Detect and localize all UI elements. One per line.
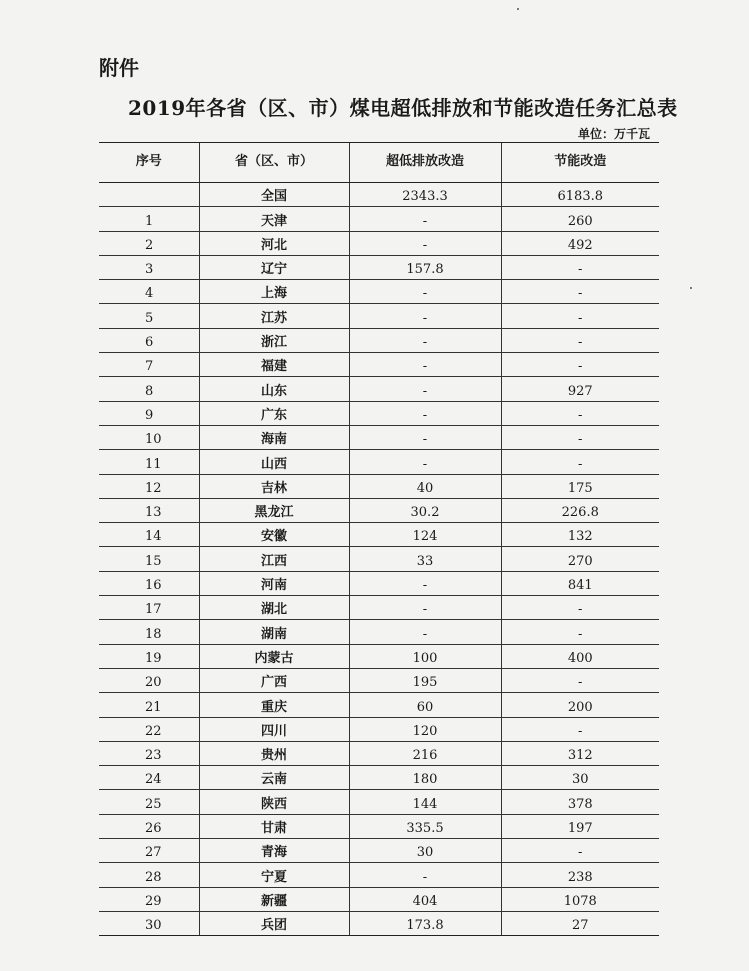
cell-province: 湖北 bbox=[199, 596, 349, 620]
cell-ultra-low: 120 bbox=[349, 717, 501, 741]
cell-energy-saving: 378 bbox=[501, 790, 659, 814]
table-row bbox=[99, 280, 659, 304]
cell-index: 20 bbox=[99, 668, 199, 692]
cell-energy-saving: 175 bbox=[501, 474, 659, 498]
cell-province: 广东 bbox=[199, 401, 349, 425]
cell-energy-saving: 226.8 bbox=[501, 498, 659, 522]
cell-province: 宁夏 bbox=[199, 863, 349, 887]
cell-index: 3 bbox=[99, 255, 199, 279]
cell-energy-saving: - bbox=[501, 255, 659, 279]
table-row bbox=[99, 887, 659, 911]
cell-ultra-low: 404 bbox=[349, 887, 501, 911]
cell-ultra-low: - bbox=[349, 401, 501, 425]
table-row bbox=[99, 523, 659, 547]
table-row bbox=[99, 693, 659, 717]
table-row bbox=[99, 741, 659, 765]
table-row bbox=[99, 547, 659, 571]
table-row bbox=[99, 231, 659, 255]
table-row bbox=[99, 183, 659, 207]
table-header-row bbox=[99, 143, 659, 183]
cell-index: 19 bbox=[99, 644, 199, 668]
cell-ultra-low: 216 bbox=[349, 741, 501, 765]
table-row bbox=[99, 668, 659, 692]
table-row bbox=[99, 863, 659, 887]
table-row bbox=[99, 839, 659, 863]
cell-energy-saving: - bbox=[501, 839, 659, 863]
cell-index: 7 bbox=[99, 353, 199, 377]
cell-ultra-low: - bbox=[349, 863, 501, 887]
table-row bbox=[99, 766, 659, 790]
cell-ultra-low: 180 bbox=[349, 766, 501, 790]
cell-province: 内蒙古 bbox=[199, 644, 349, 668]
table-row bbox=[99, 571, 659, 595]
cell-ultra-low: - bbox=[349, 620, 501, 644]
cell-province: 黑龙江 bbox=[199, 498, 349, 522]
cell-energy-saving: - bbox=[501, 717, 659, 741]
attachment-label: 附件 bbox=[99, 56, 139, 80]
cell-ultra-low: 40 bbox=[349, 474, 501, 498]
table-row bbox=[99, 425, 659, 449]
cell-province: 天津 bbox=[199, 207, 349, 231]
cell-index: 24 bbox=[99, 766, 199, 790]
cell-ultra-low: 2343.3 bbox=[349, 183, 501, 207]
cell-index: 14 bbox=[99, 523, 199, 547]
table-row bbox=[99, 498, 659, 522]
cell-index: 1 bbox=[99, 207, 199, 231]
cell-index: 10 bbox=[99, 425, 199, 449]
cell-province: 福建 bbox=[199, 353, 349, 377]
cell-province: 甘肃 bbox=[199, 814, 349, 838]
cell-index: 21 bbox=[99, 693, 199, 717]
cell-ultra-low: - bbox=[349, 231, 501, 255]
cell-province: 辽宁 bbox=[199, 255, 349, 279]
cell-province: 兵团 bbox=[199, 911, 349, 935]
cell-ultra-low: - bbox=[349, 207, 501, 231]
cell-ultra-low: 100 bbox=[349, 644, 501, 668]
cell-province: 安徽 bbox=[199, 523, 349, 547]
cell-ultra-low: 124 bbox=[349, 523, 501, 547]
cell-province: 江西 bbox=[199, 547, 349, 571]
table-row bbox=[99, 911, 659, 935]
cell-province: 陕西 bbox=[199, 790, 349, 814]
cell-index: 18 bbox=[99, 620, 199, 644]
cell-index: 27 bbox=[99, 839, 199, 863]
document-title: 2019年各省（区、市）煤电超低排放和节能改造任务汇总表 bbox=[128, 96, 678, 120]
cell-energy-saving: 197 bbox=[501, 814, 659, 838]
cell-province: 浙江 bbox=[199, 328, 349, 352]
cell-ultra-low: 30 bbox=[349, 839, 501, 863]
cell-ultra-low: - bbox=[349, 377, 501, 401]
cell-ultra-low: 195 bbox=[349, 668, 501, 692]
cell-ultra-low: - bbox=[349, 304, 501, 328]
cell-ultra-low: - bbox=[349, 328, 501, 352]
cell-index: 13 bbox=[99, 498, 199, 522]
cell-index: 30 bbox=[99, 911, 199, 935]
cell-energy-saving: - bbox=[501, 401, 659, 425]
cell-energy-saving: 132 bbox=[501, 523, 659, 547]
cell-energy-saving: 27 bbox=[501, 911, 659, 935]
cell-index: 12 bbox=[99, 474, 199, 498]
cell-energy-saving: 927 bbox=[501, 377, 659, 401]
cell-energy-saving: - bbox=[501, 353, 659, 377]
cell-energy-saving: 270 bbox=[501, 547, 659, 571]
cell-province: 青海 bbox=[199, 839, 349, 863]
cell-ultra-low: 60 bbox=[349, 693, 501, 717]
table-body bbox=[99, 183, 659, 936]
cell-province: 广西 bbox=[199, 668, 349, 692]
cell-ultra-low: 33 bbox=[349, 547, 501, 571]
table-row bbox=[99, 790, 659, 814]
cell-energy-saving: 1078 bbox=[501, 887, 659, 911]
cell-energy-saving: - bbox=[501, 425, 659, 449]
cell-province: 云南 bbox=[199, 766, 349, 790]
cell-energy-saving: 260 bbox=[501, 207, 659, 231]
cell-index: 2 bbox=[99, 231, 199, 255]
header-energy-saving: 节能改造 bbox=[501, 143, 659, 183]
header-ultra-low: 超低排放改造 bbox=[349, 143, 501, 183]
unit-label: 单位：万千瓦 bbox=[578, 127, 651, 141]
header-index: 序号 bbox=[99, 143, 199, 183]
cell-energy-saving: - bbox=[501, 668, 659, 692]
cell-index: 9 bbox=[99, 401, 199, 425]
table-row bbox=[99, 450, 659, 474]
cell-energy-saving: 400 bbox=[501, 644, 659, 668]
cell-energy-saving: 841 bbox=[501, 571, 659, 595]
table-row bbox=[99, 814, 659, 838]
cell-province: 重庆 bbox=[199, 693, 349, 717]
summary-table bbox=[99, 142, 659, 936]
cell-index bbox=[99, 183, 199, 207]
table-row bbox=[99, 207, 659, 231]
table-row bbox=[99, 255, 659, 279]
cell-province: 山西 bbox=[199, 450, 349, 474]
cell-index: 8 bbox=[99, 377, 199, 401]
cell-energy-saving: 238 bbox=[501, 863, 659, 887]
table-row bbox=[99, 644, 659, 668]
cell-ultra-low: 30.2 bbox=[349, 498, 501, 522]
cell-energy-saving: 6183.8 bbox=[501, 183, 659, 207]
cell-index: 15 bbox=[99, 547, 199, 571]
table-row bbox=[99, 401, 659, 425]
cell-index: 29 bbox=[99, 887, 199, 911]
cell-ultra-low: - bbox=[349, 280, 501, 304]
table-row bbox=[99, 717, 659, 741]
cell-index: 28 bbox=[99, 863, 199, 887]
table-row bbox=[99, 304, 659, 328]
cell-index: 25 bbox=[99, 790, 199, 814]
cell-province: 新疆 bbox=[199, 887, 349, 911]
cell-energy-saving: - bbox=[501, 328, 659, 352]
cell-energy-saving: - bbox=[501, 304, 659, 328]
cell-province: 贵州 bbox=[199, 741, 349, 765]
cell-ultra-low: - bbox=[349, 353, 501, 377]
cell-index: 26 bbox=[99, 814, 199, 838]
cell-index: 11 bbox=[99, 450, 199, 474]
cell-energy-saving: - bbox=[501, 450, 659, 474]
cell-ultra-low: 157.8 bbox=[349, 255, 501, 279]
table-row bbox=[99, 474, 659, 498]
cell-index: 4 bbox=[99, 280, 199, 304]
cell-province: 吉林 bbox=[199, 474, 349, 498]
cell-energy-saving: 200 bbox=[501, 693, 659, 717]
table-row bbox=[99, 328, 659, 352]
cell-energy-saving: - bbox=[501, 596, 659, 620]
cell-energy-saving: - bbox=[501, 620, 659, 644]
cell-ultra-low: 144 bbox=[349, 790, 501, 814]
cell-province: 上海 bbox=[199, 280, 349, 304]
header-province: 省（区、市） bbox=[199, 143, 349, 183]
table-row bbox=[99, 596, 659, 620]
cell-index: 5 bbox=[99, 304, 199, 328]
cell-energy-saving: - bbox=[501, 280, 659, 304]
cell-ultra-low: - bbox=[349, 450, 501, 474]
cell-province: 湖南 bbox=[199, 620, 349, 644]
table-row bbox=[99, 353, 659, 377]
cell-ultra-low: - bbox=[349, 571, 501, 595]
cell-province: 全国 bbox=[199, 183, 349, 207]
cell-province: 河北 bbox=[199, 231, 349, 255]
cell-index: 17 bbox=[99, 596, 199, 620]
cell-province: 海南 bbox=[199, 425, 349, 449]
cell-ultra-low: - bbox=[349, 425, 501, 449]
cell-index: 22 bbox=[99, 717, 199, 741]
cell-ultra-low: 173.8 bbox=[349, 911, 501, 935]
cell-ultra-low: 335.5 bbox=[349, 814, 501, 838]
cell-province: 山东 bbox=[199, 377, 349, 401]
cell-energy-saving: 492 bbox=[501, 231, 659, 255]
cell-index: 23 bbox=[99, 741, 199, 765]
cell-province: 江苏 bbox=[199, 304, 349, 328]
cell-ultra-low: - bbox=[349, 596, 501, 620]
cell-energy-saving: 30 bbox=[501, 766, 659, 790]
cell-province: 四川 bbox=[199, 717, 349, 741]
table-row bbox=[99, 377, 659, 401]
table-row bbox=[99, 620, 659, 644]
cell-province: 河南 bbox=[199, 571, 349, 595]
cell-index: 16 bbox=[99, 571, 199, 595]
cell-energy-saving: 312 bbox=[501, 741, 659, 765]
cell-index: 6 bbox=[99, 328, 199, 352]
